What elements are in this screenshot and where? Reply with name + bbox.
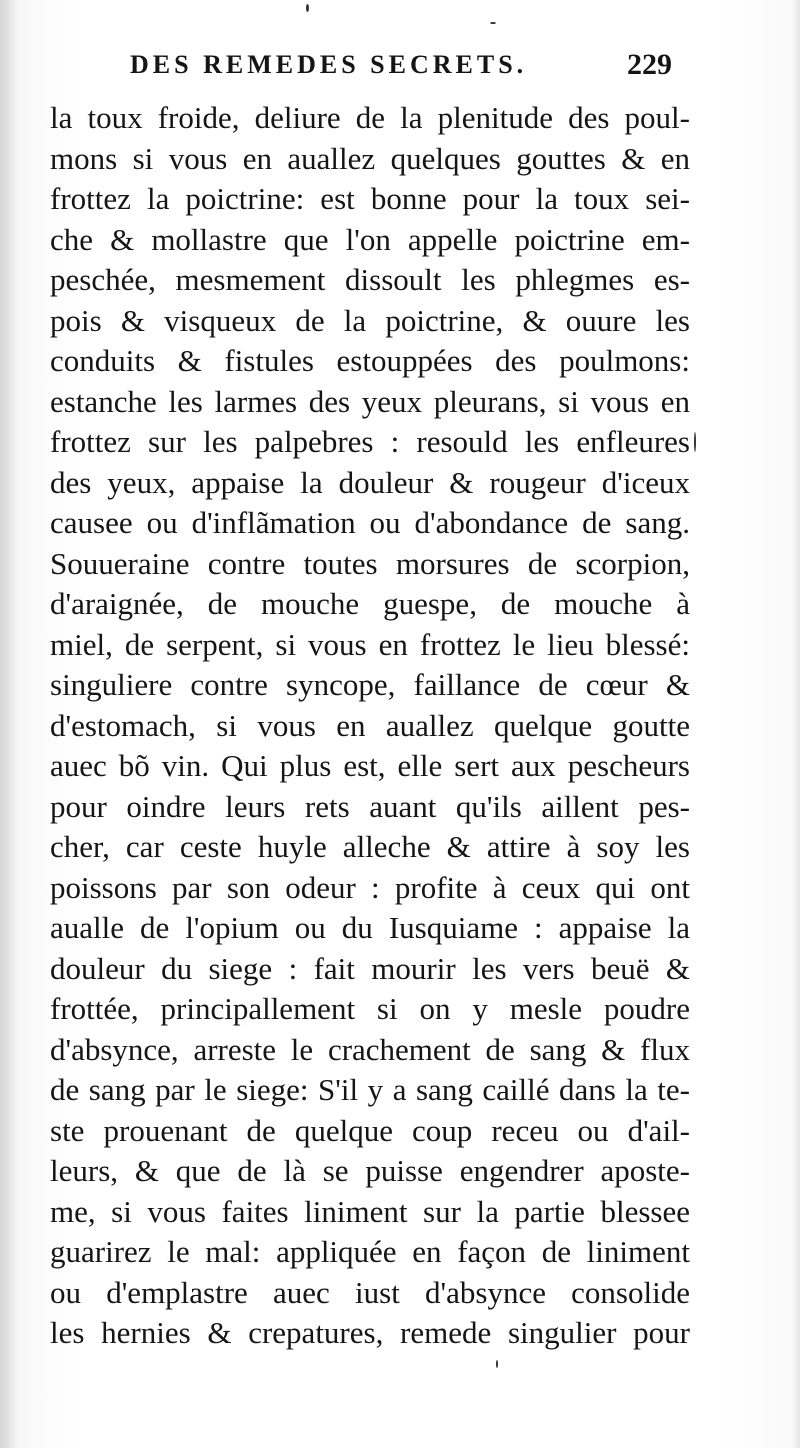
text-line: la toux froide, deliure de la plenitude des poul- [50,100,690,135]
text-line: guarirez le mal: appliquée en façon de liniment [50,1234,690,1269]
running-title: DES REMEDES SECRETS. [130,50,528,79]
text-line: che & mollastre que l'on appelle poictrine em- [50,221,690,257]
page-number: 229 [627,48,672,81]
text-line: cher, car ceste huyle alleche & attire à soy les [50,829,690,864]
text-line: ou d'emplastre auec iust d'absynce consolide [50,1274,690,1310]
text-line: frottez la poictrine: est bonne pour la toux sei- [50,181,690,216]
text-line: frottée, principallement si on y mesle poudre [50,991,690,1026]
text-line: auec bõ vin. Qui plus est, elle sert aux pescheurs [50,748,690,783]
text-line: Souueraine contre toutes morsures de scorpion, [50,545,690,581]
ink-speck [496,1360,498,1368]
gutter-shadow [0,0,18,1448]
text-line: ste prouenant de quelque coup receu ou d'ail- [50,1112,690,1148]
text-line: poissons par son odeur : profite à ceux qui ont [50,869,690,905]
text-line: frottez sur les palpebres : resould les enfleures [50,424,690,459]
text-line: me, si vous faites liniment sur la partie blessee [50,1193,690,1229]
text-line: d'absynce, arreste le crachement de sang & flux [50,1031,690,1067]
text-line: d'araignée, de mouche guespe, de mouche à [50,586,690,621]
page-edge-shadow [792,0,800,1448]
text-line: aualle de l'opium ou du Iusquiame : appaise la [50,910,690,945]
text-line: conduits & fistules estouppées des poulmons: [50,343,690,378]
text-line: douleur du siege : fait mourir les vers beuë & [50,950,690,986]
text-line: pois & visqueux de la poictrine, & ouure les [50,302,690,338]
ink-speck [490,22,496,24]
text-line: miel, de serpent, si vous en frottez le lieu blessé: [50,626,690,662]
text-line: des yeux, appaise la douleur & rougeur d'iceux [50,464,690,500]
text-line: de sang par le siege: S'il y a sang caillé dans la te- [50,1072,690,1107]
text-line: mons si vous en auallez quelques gouttes & en [50,140,690,176]
text-line: pour oindre leurs rets auant qu'ils aillent pes- [50,788,690,824]
text-line: les hernies & crepatures, remede singulier pour [50,1315,690,1350]
text-line: leurs, & que de là se puisse engendrer aposte- [50,1153,690,1188]
text-line: d'estomach, si vous en auallez quelque goutte [50,707,690,743]
body-text [50,98,690,1354]
text-line: peschée, mesmement dissoult les phlegmes es- [50,262,690,297]
text-line: estanche les larmes des yeux pleurans, si vous en [50,383,690,419]
ink-speck [694,432,696,452]
text-line: singuliere contre syncope, faillance de cœur & [50,667,690,702]
text-line: causee ou d'inflãmation ou d'abondance de sang. [50,505,690,540]
ink-speck [306,4,309,12]
